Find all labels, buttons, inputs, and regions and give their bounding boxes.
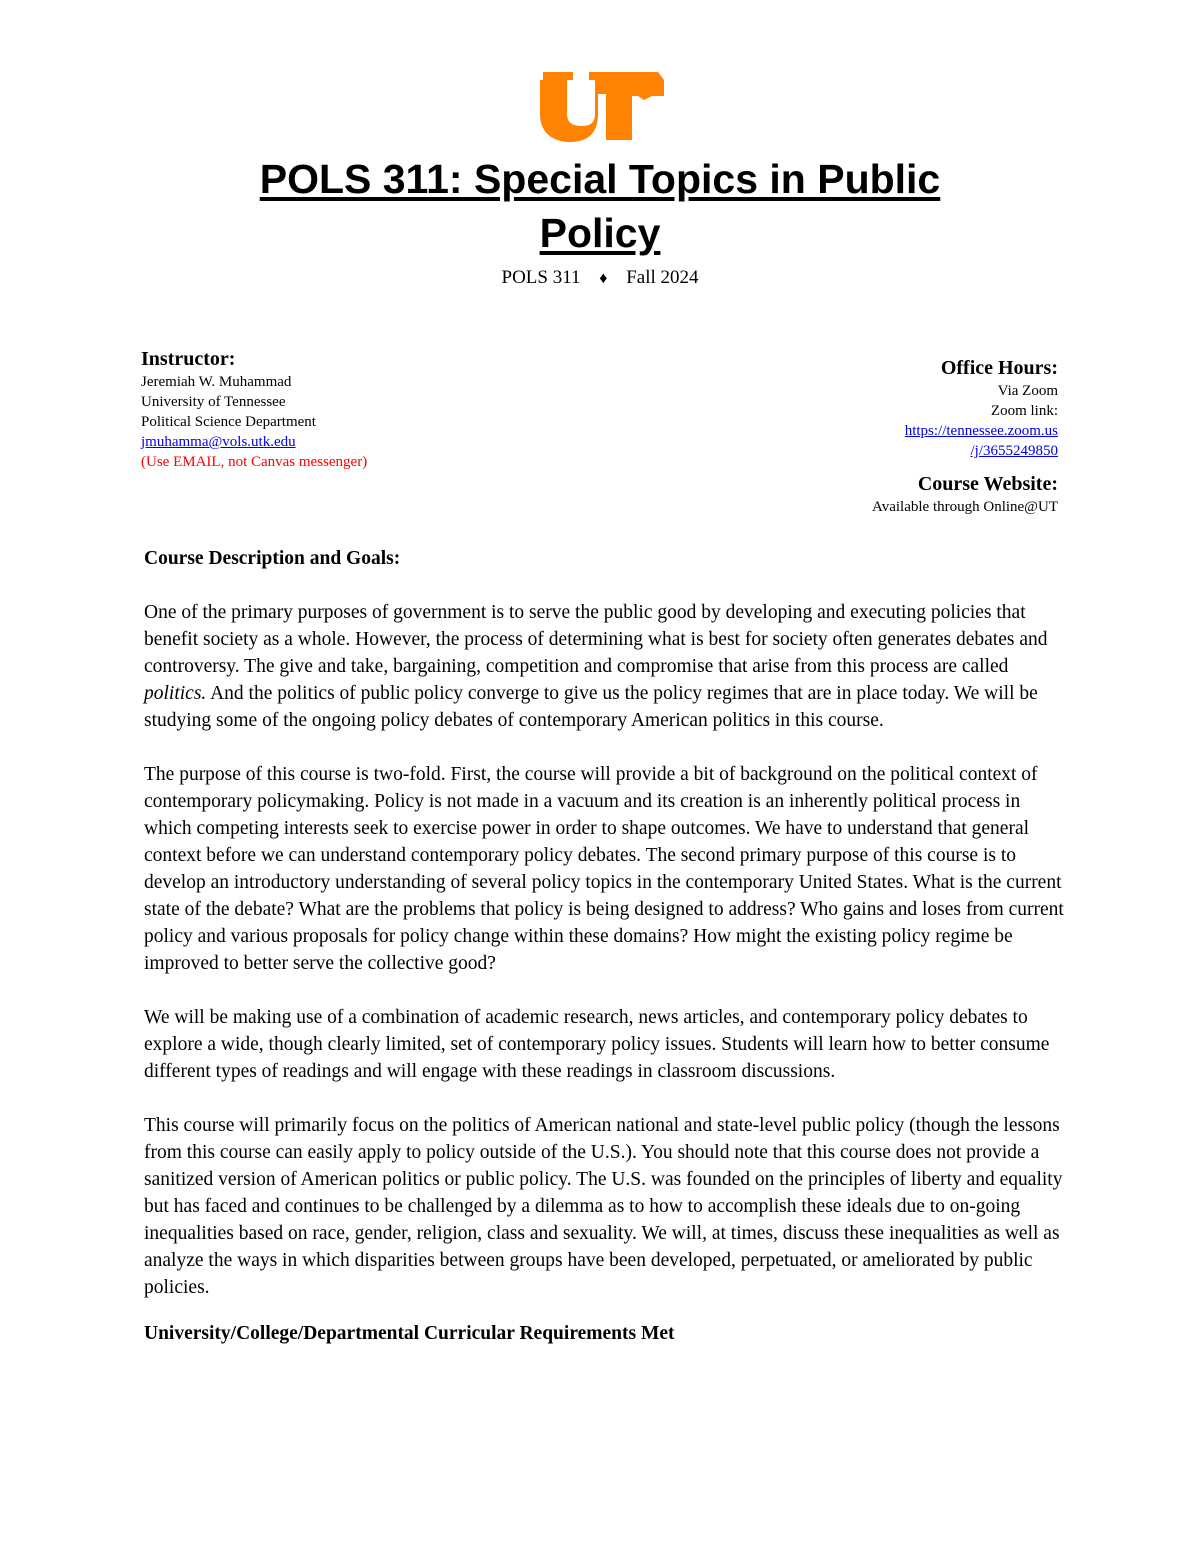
- course-subheading: [0, 267, 1200, 289]
- instructor-block: [141, 346, 367, 472]
- instructor-name: Jeremiah W. Muhammad: [141, 374, 292, 390]
- office-hours-heading: Office Hours:: [940, 357, 1058, 379]
- zoom-link-line1[interactable]: https://tennessee.zoom.us: [904, 423, 1058, 439]
- course-description: [144, 545, 1064, 1347]
- course-term: Fall 2024: [626, 267, 699, 288]
- diamond-icon: ♦: [599, 270, 608, 287]
- course-title-line1: POLS 311: Special Topics in Public: [259, 156, 941, 202]
- zoom-link-line2[interactable]: /j/3655249850: [970, 443, 1058, 459]
- description-paragraph-3: We will be making use of a combination of academic research, news articles, and contemporary policy debates to explore a wide, though clearly limited, set of contemporary policy issues. Students will learn how to better consume different types of readings and will engage with these readings in classroom discussions.: [144, 1007, 1050, 1082]
- course-website-heading: Course Website:: [917, 473, 1058, 495]
- course-website-value: Available through Online@UT: [872, 499, 1058, 515]
- instructor-email-link[interactable]: jmuhamma@vols.utk.edu: [141, 434, 296, 450]
- course-code: POLS 311: [501, 267, 581, 288]
- office-hours-mode: Via Zoom: [997, 383, 1058, 399]
- description-paragraph-1: One of the primary purposes of government is to serve the public good by developing and executing policies that benefit society as a whole. However, the process of determining what is best for society often generates debates and controversy. The give and take, bargaining, competition and compromise that arise from this process are called politics. And the politics of public policy converge to give us the policy regimes that are in place today. We will be studying some of the ongoing policy debates of contemporary American politics in this course.: [144, 602, 1048, 731]
- description-paragraph-2: The purpose of this course is two-fold. First, the course will provide a bit of background on the political context of contemporary policymaking. Policy is not made in a vacuum and its creation is an inherently political process in which competing interests seek to exercise power in order to shape outcomes. We have to understand that general context before we can understand contemporary policy debates. The second primary purpose of this course is to develop an introductory understanding of several policy topics in the contemporary United States. What is the current state of the debate? What are the problems that policy is being designed to address? Who gains and loses from current policy and various proposals for policy change within these domains? How might the existing policy regime be improved to better serve the collective good?: [144, 764, 1064, 974]
- ut-logo: [540, 70, 666, 142]
- contact-note: (Use EMAIL, not Canvas messenger): [141, 454, 368, 470]
- instructor-university: University of Tennessee: [141, 394, 286, 410]
- requirements-heading: University/College/Departmental Curricular Requirements Met: [144, 1323, 675, 1344]
- instructor-heading: Instructor:: [141, 348, 236, 370]
- course-title-line2: Policy: [539, 210, 661, 256]
- description-heading: Course Description and Goals:: [144, 548, 401, 569]
- office-hours-block: [758, 355, 1058, 517]
- zoom-link-label: Zoom link:: [990, 403, 1058, 419]
- description-paragraph-4: This course will primarily focus on the politics of American national and state-level public policy (though the lessons from this course can easily apply to policy outside of the U.S.). You should note that this course does not provide a sanitized version of American politics or public policy. The U.S. was founded on the principles of liberty and equality but has faced and continues to be challenged by a dilemma as to how to accomplish these ideals due to on-going inequalities based on race, gender, religion, class and sexuality. We will, at times, discuss these inequalities as well as analyze the ways in which disparities between groups have been developed, perpetuated, or ameliorated by public policies.: [144, 1115, 1063, 1298]
- instructor-department: Political Science Department: [141, 414, 316, 430]
